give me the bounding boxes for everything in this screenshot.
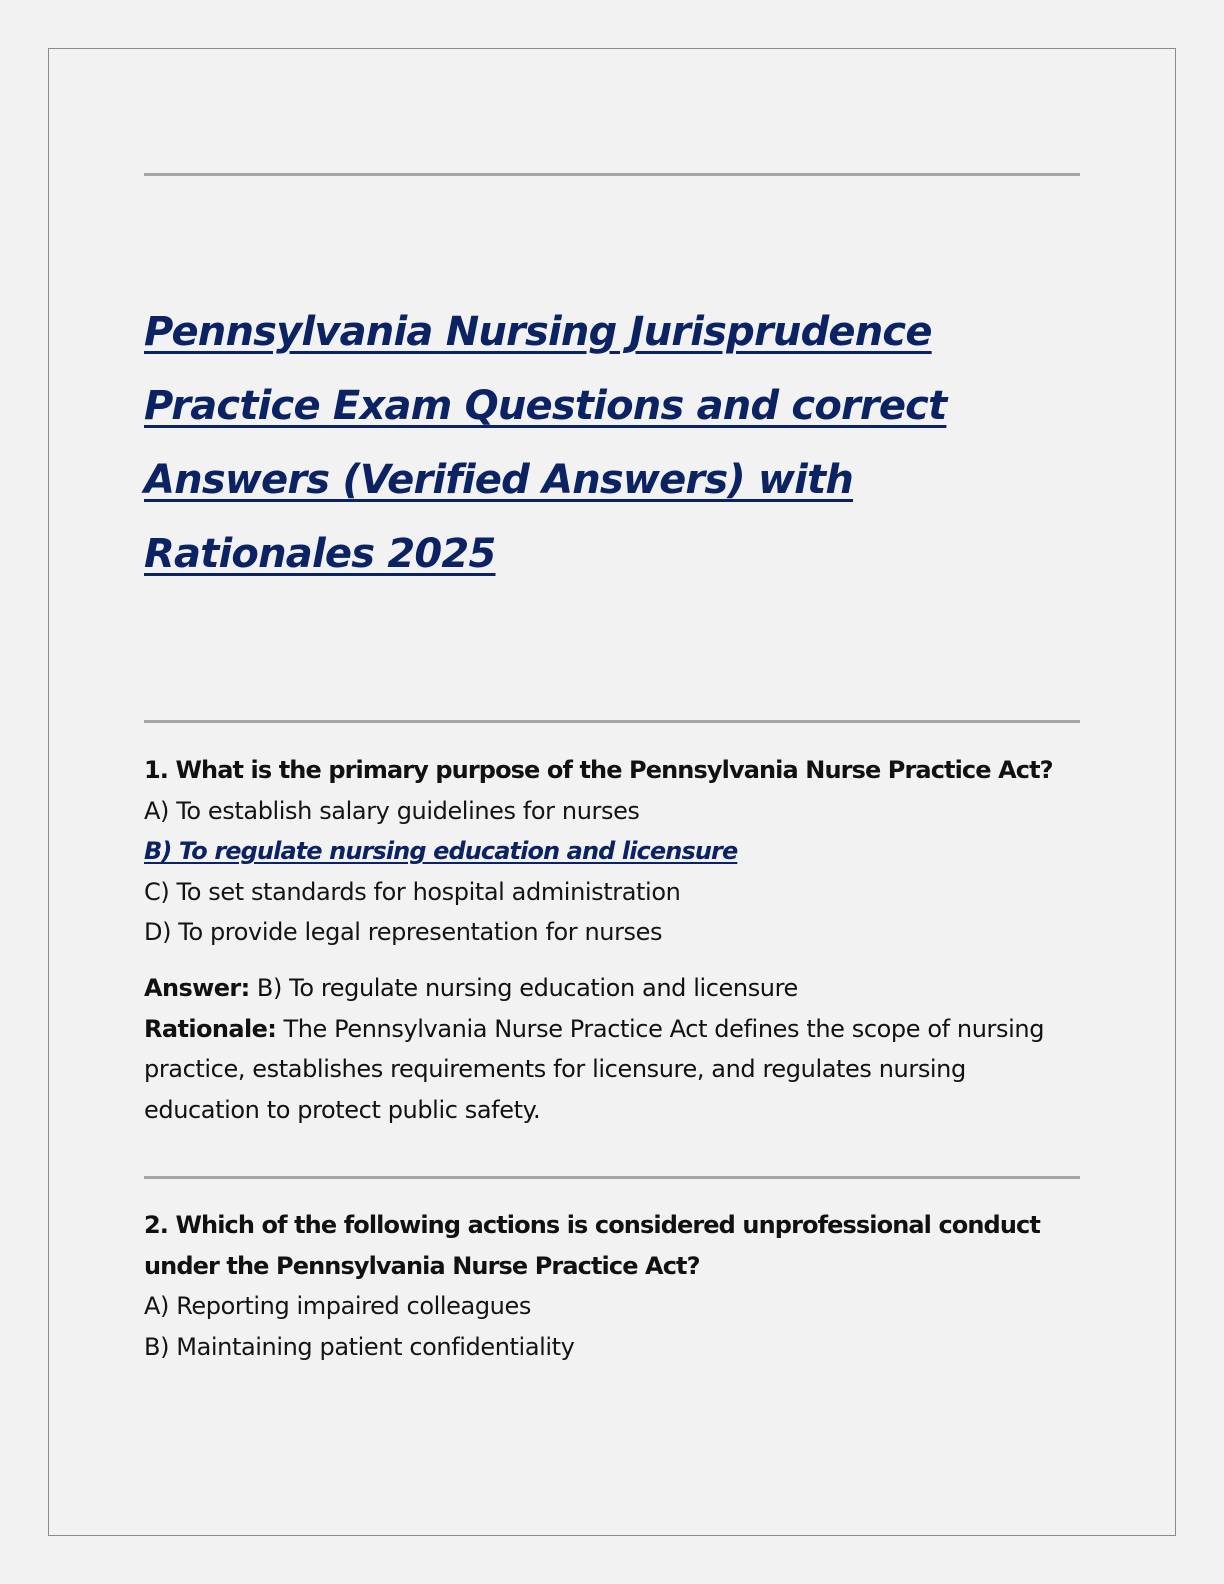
question-2 — [144, 1205, 1084, 1367]
question-1-answer — [144, 968, 1084, 1009]
question-1-option-b-correct: B) To regulate nursing education and licensure — [144, 837, 738, 865]
question-2-option-a: A) Reporting impaired colleagues — [144, 1292, 531, 1320]
question-1-rationale — [144, 1009, 1084, 1131]
divider-top — [144, 173, 1080, 176]
question-1-answer-block — [144, 968, 1084, 1130]
question-1-option-d: D) To provide legal representation for nurses — [144, 918, 663, 946]
rationale-label: Rationale: — [144, 1014, 277, 1043]
question-1 — [144, 750, 1084, 953]
divider-before-question-2 — [144, 1176, 1080, 1179]
divider-before-question-1 — [144, 720, 1080, 723]
question-1-option-a: A) To establish salary guidelines for nurses — [144, 796, 640, 825]
answer-text: B) To regulate nursing education and licensure — [256, 974, 798, 1002]
question-1-option-c: C) To set standards for hospital administration — [144, 877, 681, 906]
question-2-option-b: B) Maintaining patient confidentiality — [144, 1332, 575, 1361]
question-2-text: 2. Which of the following actions is considered unprofessional conduct under the Pennsylvania Nurse Practice Act? — [144, 1211, 1040, 1280]
document-title: Pennsylvania Nursing Jurisprudence Practice Exam Questions and correct Answers (Verified Answers) with Rationales 2025 — [144, 309, 947, 577]
rationale-text: The Pennsylvania Nurse Practice Act defines the scope of nursing practice, establishes requirements for licensure, and regulates nursing education to protect public safety. — [144, 1014, 1045, 1124]
question-1-text: 1. What is the primary purpose of the Pennsylvania Nurse Practice Act? — [144, 756, 1053, 784]
answer-label: Answer: — [144, 974, 250, 1002]
